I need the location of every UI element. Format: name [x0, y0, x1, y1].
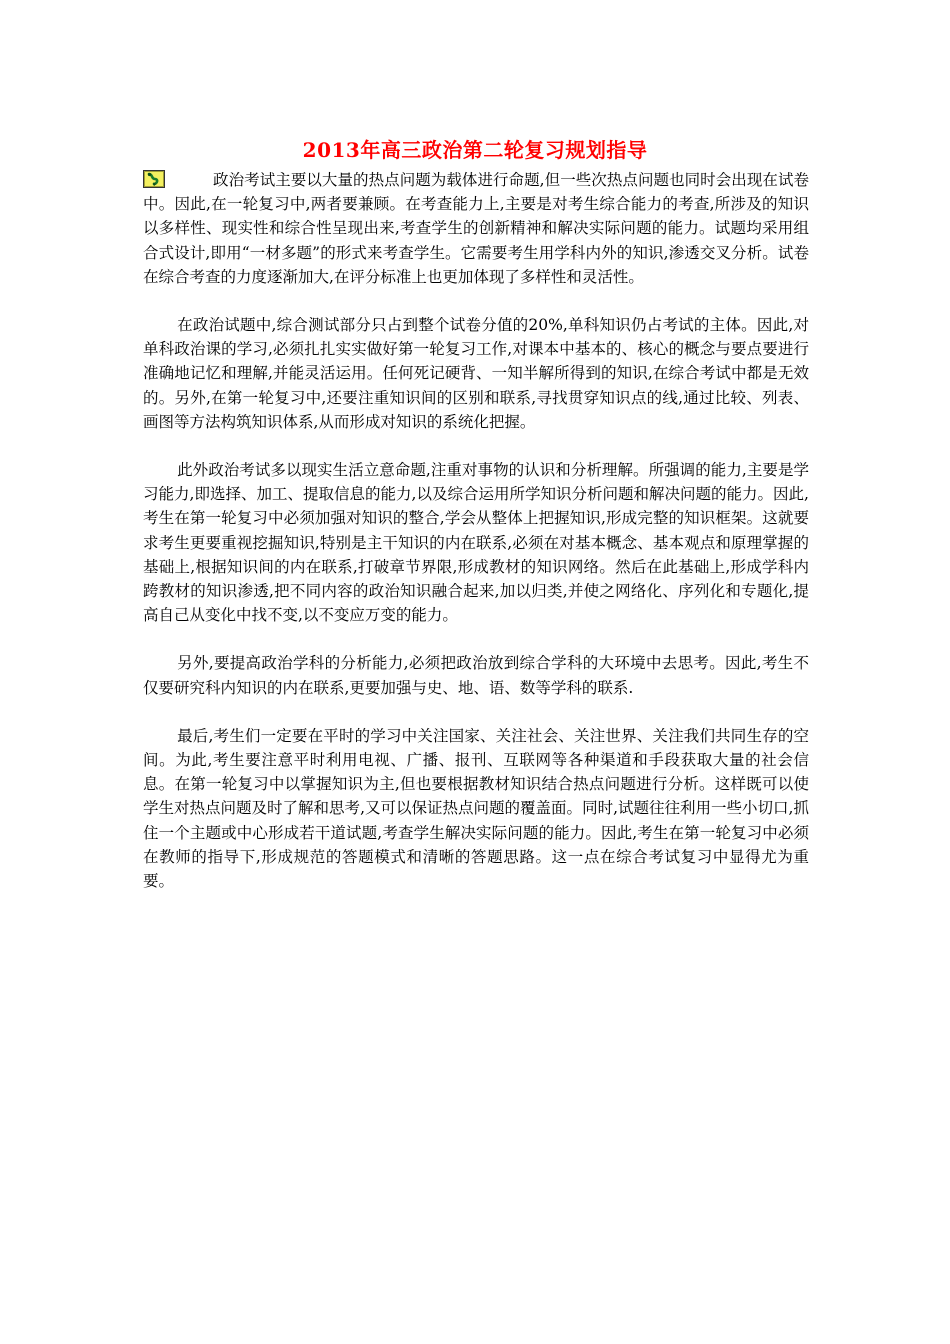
paragraph-5: 最后,考生们一定要在平时的学习中关注国家、关注社会、关注世界、关注我们共同生存的空间。为此,考生要注意平时利用电视、广播、报刊、互联网等各种渠道和手段获取大量的社会信息。在第一轮复习中以掌握知识为主,但也要根据教材知识结合热点问题进行分析。这样既可以使学生对热点问题及时了解和思考,又可以保证热点问题的覆盖面。同时,试题往往利用一些小切口,抓住一个主题或中心形成若干道试题,考查学生解决实际问题的能力。因此,考生在第一轮复习中必须在教师的指导下,形成规范的答题模式和清晰的答题思路。这一点在综合考试复习中显得尤为重要。 [143, 726, 809, 891]
document-body [143, 168, 809, 917]
paragraph-2: 在政治试题中,综合测试部分只占到整个试卷分值的20%,单科知识仍占考试的主体。因此,对单科政治课的学习,必须扎扎实实做好第一轮复习工作,对课本中基本的、核心的概念与要点要进行准确地记忆和理解,并能灵活运用。任何死记硬背、一知半解所得到的知识,在综合考试中都是无效的。另外,在第一轮复习中,还要注重知识间的区别和联系,寻找贯穿知识点的线,通过比较、列表、画图等方法构筑知识体系,从而形成对知识的系统化把握。 [143, 316, 809, 431]
document-link-icon[interactable] [143, 170, 165, 188]
paragraph-1-text: 政治考试主要以大量的热点问题为载体进行命题,但一些次热点问题也同时会出现在试卷中。因此,在一轮复习中,两者要兼顾。在考查能力上,主要是对考生综合能力的考查,所涉及的知识以多样性、现实性和综合性呈现出来,考查学生的创新精神和解决实际问题的能力。试题均采用组合式设计,即用“一材多题”的形式来考查学生。它需要考生用学科内外的知识,渗透交叉分析。试卷在综合考查的力度逐渐加大,在评分标准上也更加体现了多样性和灵活性。 [143, 171, 809, 286]
document-link-icon-graphic [143, 170, 165, 188]
paragraph-3: 此外政治考试多以现实生活立意命题,注重对事物的认识和分析理解。所强调的能力,主要是学习能力,即选择、加工、提取信息的能力,以及综合运用所学知识分析问题和解决问题的能力。因此,考生在第一轮复习中必须加强对知识的整合,学会从整体上把握知识,形成完整的知识框架。这就要求考生更要重视挖掘知识,特别是主干知识的内在联系,必须在对基本概念、基本观点和原理掌握的基础上,根据知识间的内在联系,打破章节界限,形成教材的知识网络。然后在此基础上,形成学科内跨教材的知识渗透,把不同内容的政治知识融合起来,加以归类,并使之网络化、序列化和专题化,提高自己从变化中找不变,以不变应万变的能力。 [143, 461, 809, 625]
paragraph-1 [143, 168, 809, 289]
paragraph-4: 另外,要提高政治学科的分析能力,必须把政治放到综合学科的大环境中去思考。因此,考生不仅要研究科内知识的内在联系,更要加强与史、地、语、数等学科的联系. [143, 654, 809, 697]
page-title: 2013年高三政治第二轮复习规划指导 [302, 138, 648, 163]
